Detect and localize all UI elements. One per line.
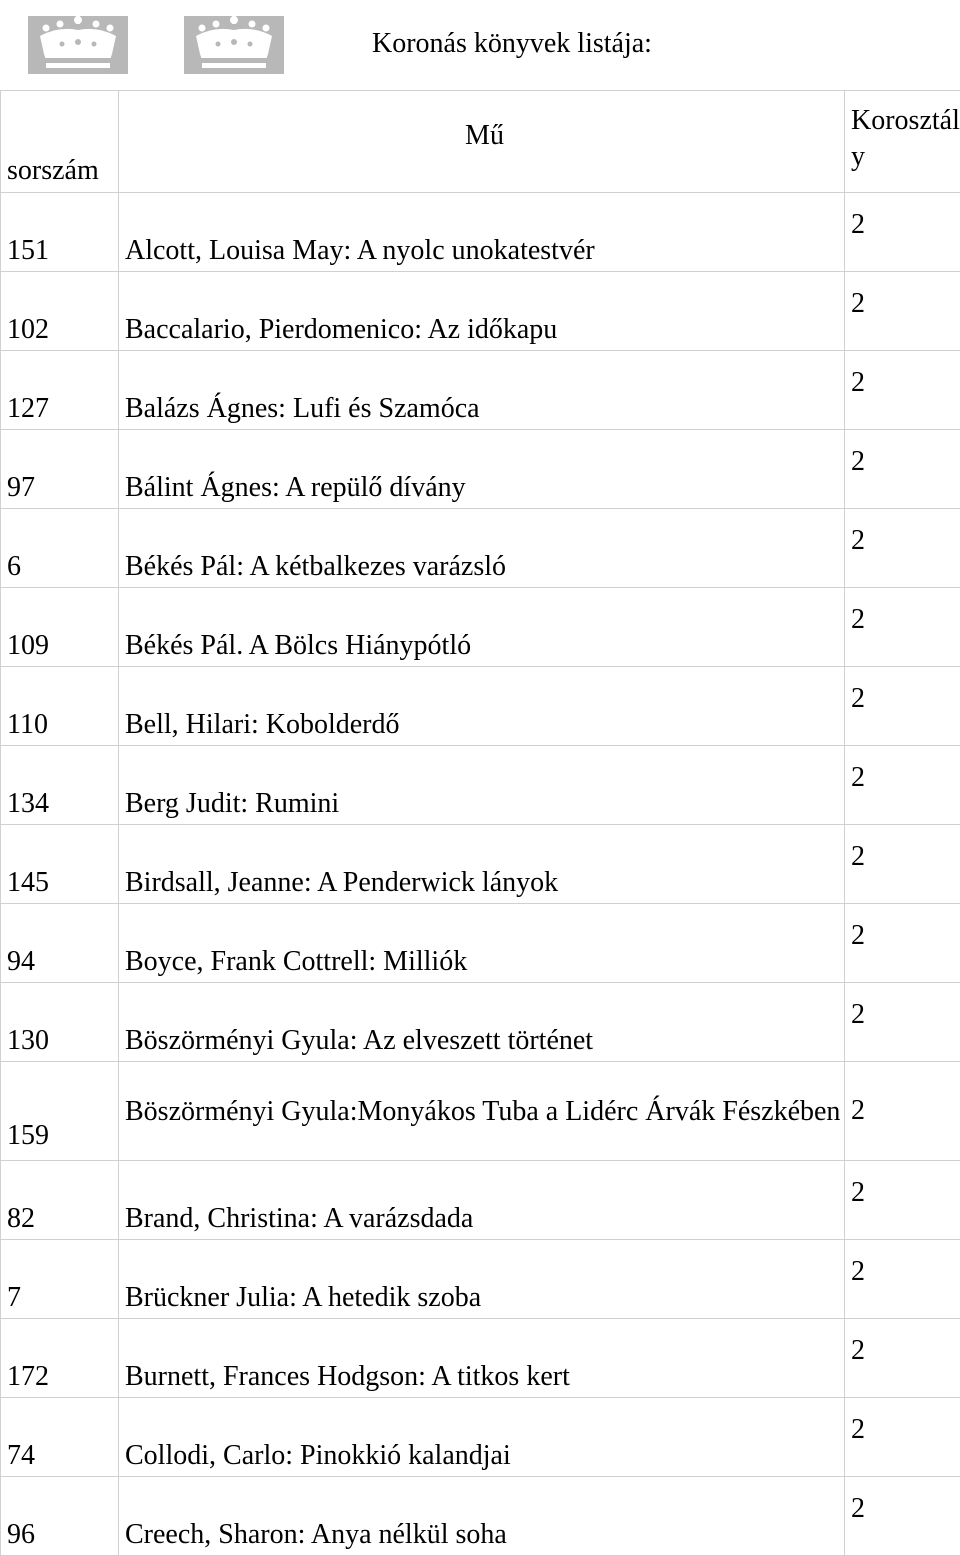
row-class: 2 bbox=[845, 1477, 960, 1556]
row-number: 110 bbox=[1, 667, 119, 746]
table-row bbox=[1, 904, 960, 983]
table-row bbox=[1, 1062, 960, 1161]
row-number: 97 bbox=[1, 430, 119, 509]
row-work: Böszörményi Gyula:Monyákos Tuba a Lidérc Árvák Fészkében bbox=[119, 1062, 845, 1161]
row-work: Bell, Hilari: Kobolderdő bbox=[119, 667, 845, 746]
row-work: Böszörményi Gyula: Az elveszett történet bbox=[119, 983, 845, 1062]
row-work: Baccalario, Pierdomenico: Az időkapu bbox=[119, 272, 845, 351]
row-work: Brückner Julia: A hetedik szoba bbox=[119, 1240, 845, 1319]
row-number: 7 bbox=[1, 1240, 119, 1319]
row-number: 172 bbox=[1, 1319, 119, 1398]
column-header-class: Korosztály bbox=[845, 91, 960, 193]
row-class: 2 bbox=[845, 904, 960, 983]
table-row bbox=[1, 1240, 960, 1319]
row-class: 2 bbox=[845, 351, 960, 430]
table-row bbox=[1, 825, 960, 904]
row-work: Békés Pál. A Bölcs Hiánypótló bbox=[119, 588, 845, 667]
row-number: 145 bbox=[1, 825, 119, 904]
row-number: 82 bbox=[1, 1161, 119, 1240]
column-header-work: Mű bbox=[119, 91, 845, 193]
row-class: 2 bbox=[845, 825, 960, 904]
table-row bbox=[1, 1477, 960, 1556]
row-number: 159 bbox=[1, 1062, 119, 1161]
table-row bbox=[1, 193, 960, 272]
row-class: 2 bbox=[845, 1240, 960, 1319]
table-row bbox=[1, 1161, 960, 1240]
row-class: 2 bbox=[845, 430, 960, 509]
table-row bbox=[1, 983, 960, 1062]
row-class: 2 bbox=[845, 1398, 960, 1477]
column-header-number: sorszám bbox=[1, 91, 119, 193]
row-number: 102 bbox=[1, 272, 119, 351]
table-header-row bbox=[1, 91, 960, 193]
row-class: 2 bbox=[845, 588, 960, 667]
table-row bbox=[1, 746, 960, 825]
row-work: Birdsall, Jeanne: A Penderwick lányok bbox=[119, 825, 845, 904]
row-work: Bálint Ágnes: A repülő dívány bbox=[119, 430, 845, 509]
row-work: Alcott, Louisa May: A nyolc unokatestvér bbox=[119, 193, 845, 272]
row-number: 74 bbox=[1, 1398, 119, 1477]
row-class: 2 bbox=[845, 1161, 960, 1240]
row-number: 134 bbox=[1, 746, 119, 825]
table-row bbox=[1, 667, 960, 746]
row-class: 2 bbox=[845, 193, 960, 272]
table-row bbox=[1, 430, 960, 509]
crown-logo-right bbox=[184, 14, 284, 74]
table-row bbox=[1, 272, 960, 351]
page-title: Koronás könyvek listája: bbox=[372, 26, 652, 62]
crown-icon bbox=[184, 14, 284, 74]
row-work: Boyce, Frank Cottrell: Milliók bbox=[119, 904, 845, 983]
row-number: 94 bbox=[1, 904, 119, 983]
row-class: 2 bbox=[845, 667, 960, 746]
row-work: Creech, Sharon: Anya nélkül soha bbox=[119, 1477, 845, 1556]
row-number: 109 bbox=[1, 588, 119, 667]
row-work: Burnett, Frances Hodgson: A titkos kert bbox=[119, 1319, 845, 1398]
row-class: 2 bbox=[845, 272, 960, 351]
row-number: 96 bbox=[1, 1477, 119, 1556]
row-number: 130 bbox=[1, 983, 119, 1062]
page-header bbox=[0, 0, 960, 90]
row-number: 6 bbox=[1, 509, 119, 588]
row-class: 2 bbox=[845, 1062, 960, 1161]
row-number: 127 bbox=[1, 351, 119, 430]
table-row bbox=[1, 588, 960, 667]
row-class: 2 bbox=[845, 983, 960, 1062]
table-row bbox=[1, 351, 960, 430]
table-row bbox=[1, 1398, 960, 1477]
row-work: Balázs Ágnes: Lufi és Szamóca bbox=[119, 351, 845, 430]
table-row bbox=[1, 1319, 960, 1398]
books-table bbox=[0, 90, 960, 1556]
row-class: 2 bbox=[845, 1319, 960, 1398]
row-class: 2 bbox=[845, 509, 960, 588]
row-class: 2 bbox=[845, 746, 960, 825]
row-work: Békés Pál: A kétbalkezes varázsló bbox=[119, 509, 845, 588]
row-work: Collodi, Carlo: Pinokkió kalandjai bbox=[119, 1398, 845, 1477]
row-number: 151 bbox=[1, 193, 119, 272]
table-row bbox=[1, 509, 960, 588]
crown-icon bbox=[28, 14, 128, 74]
row-work: Berg Judit: Rumini bbox=[119, 746, 845, 825]
row-work: Brand, Christina: A varázsdada bbox=[119, 1161, 845, 1240]
crown-logo-left bbox=[28, 14, 128, 74]
